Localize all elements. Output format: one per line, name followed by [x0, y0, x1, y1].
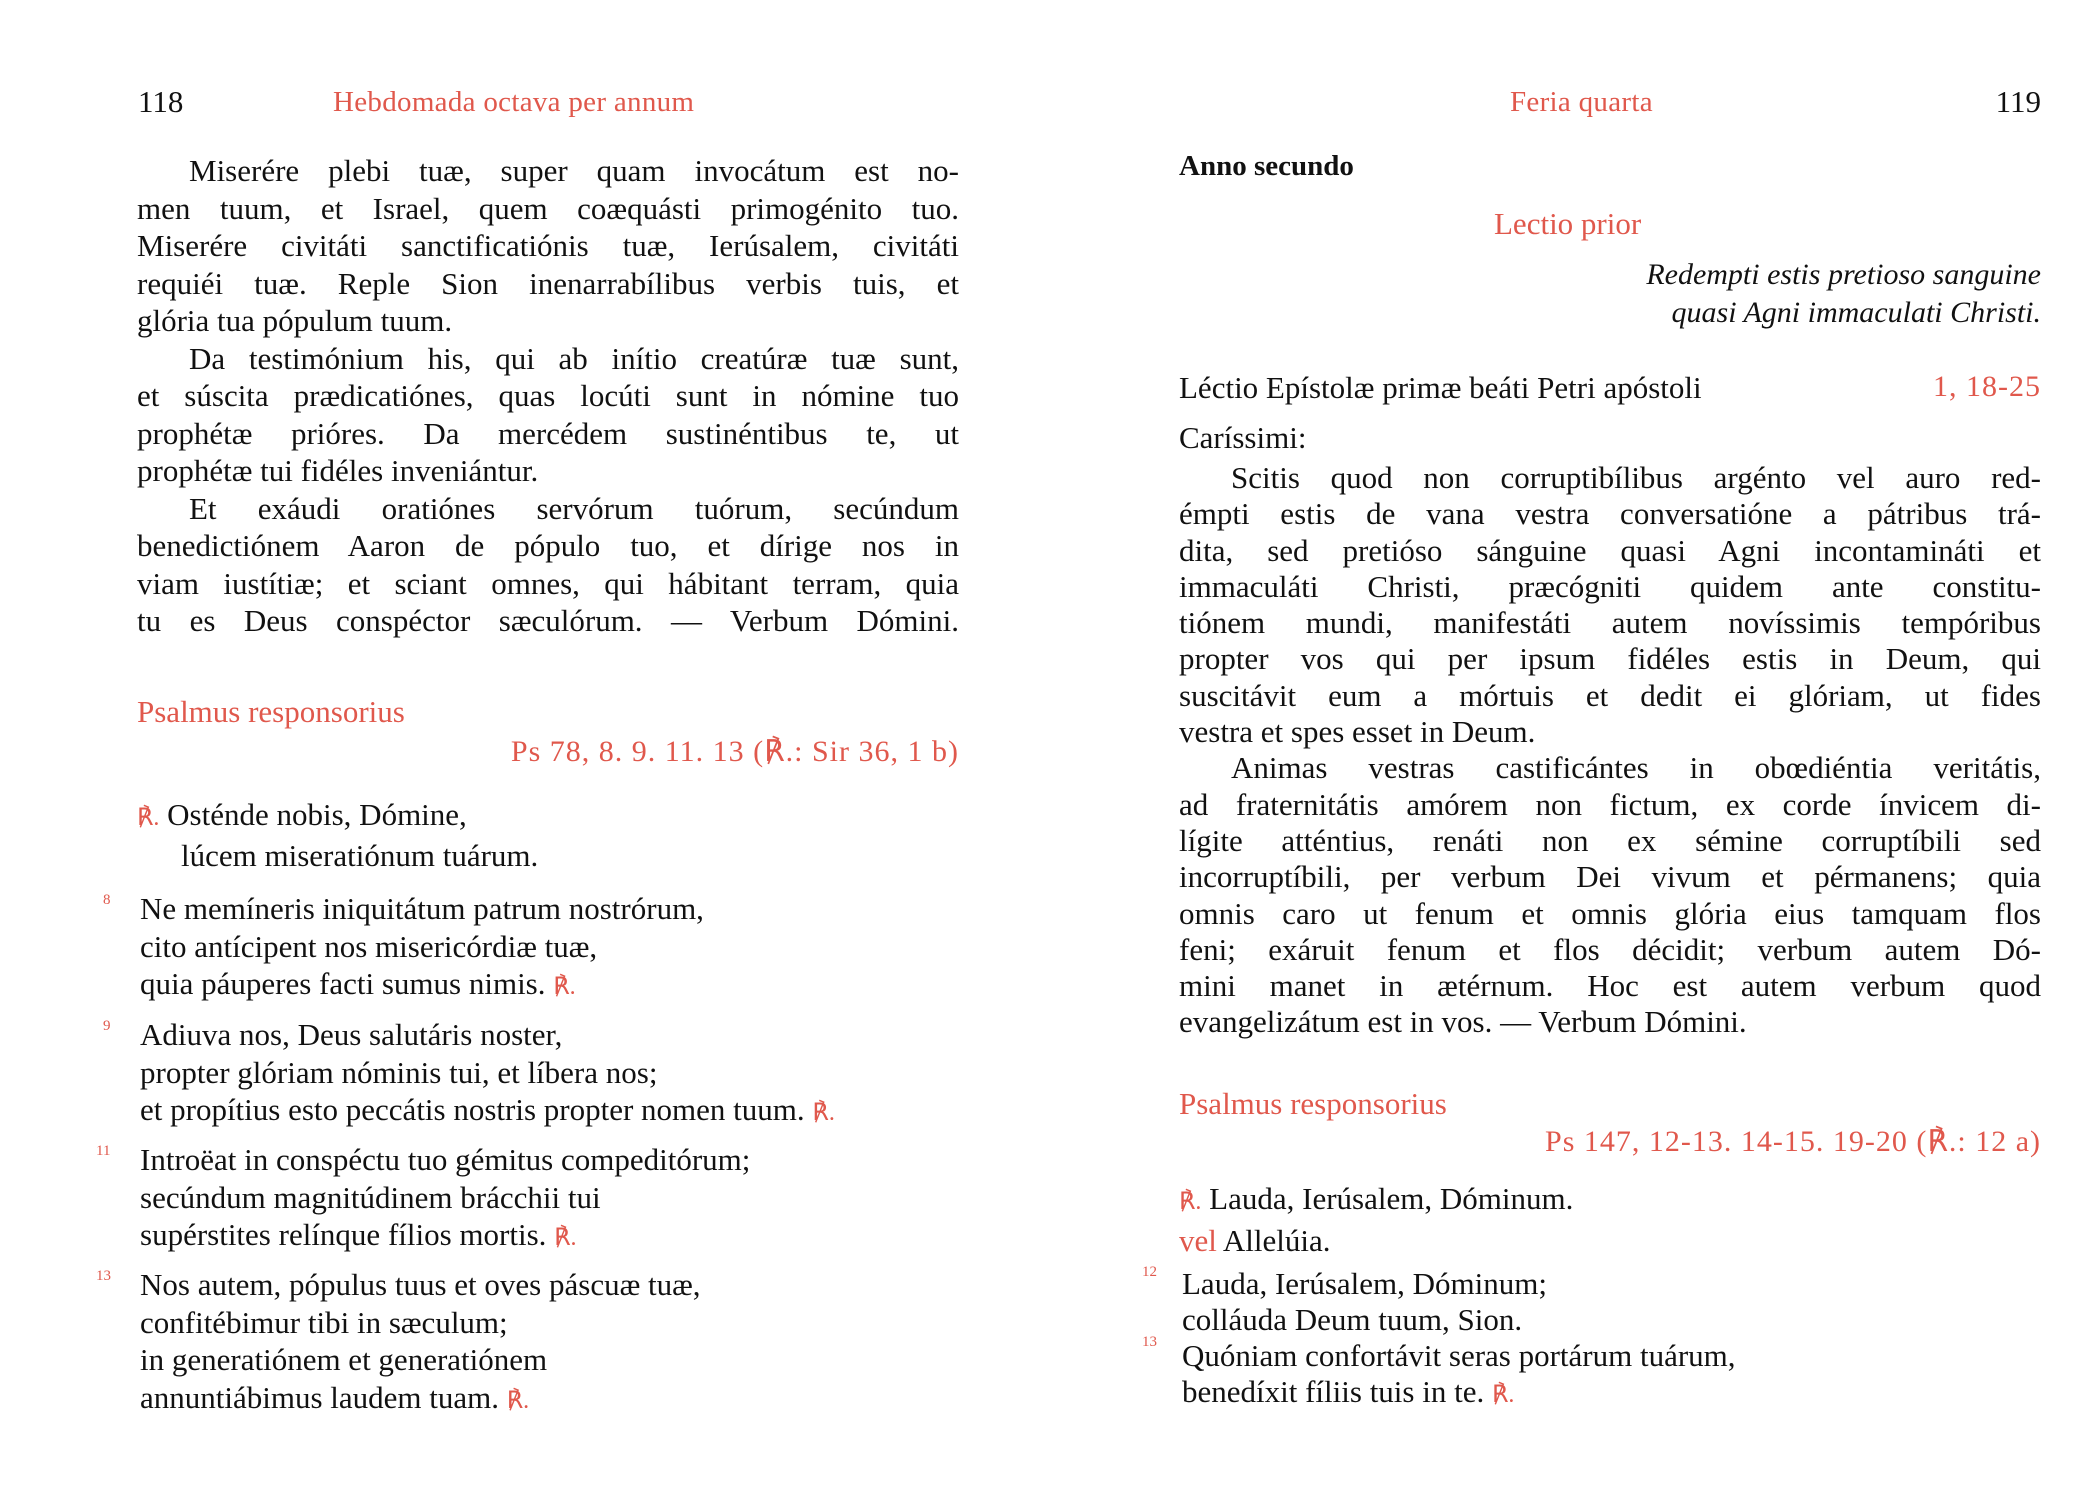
- text-line: benedictiónem Aaron de pópulo tuo, et dírige nos in: [137, 528, 959, 563]
- text-line: immaculáti Christi, præcógniti quidem ante constitu-: [1179, 568, 2041, 604]
- verse: [140, 890, 704, 1007]
- text-line: Miserére plebi tuæ, super quam invocátum est no-: [189, 153, 959, 188]
- text-line: glória tua pópulum tuum.: [137, 303, 453, 338]
- verse-number: 11: [96, 1143, 111, 1159]
- text-line: feni; exáruit fenum et flos décidit; verbum autem Dó-: [1179, 931, 2041, 967]
- verse-line: propter glóriam nóminis tui, et líbera nos;: [140, 1054, 658, 1090]
- text-line: ad fraternitátis amórem non fictum, ex corde ínvicem di-: [1179, 786, 2041, 822]
- text-line: prophétæ tui fidéles inveniántur.: [137, 453, 539, 488]
- response-symbol: ℟.: [1179, 1189, 1202, 1215]
- text-line: propter vos qui per ipsum fidéles estis in Deum, qui: [1179, 641, 2041, 677]
- page-number: 119: [1995, 84, 2041, 119]
- response-line: Osténde nobis, Dómine,: [167, 797, 467, 832]
- verse-number: 9: [103, 1018, 111, 1034]
- text-line: suscitávit eum a mórtuis et dedit ei glóriam, ut fides: [1179, 677, 2041, 713]
- paragraph: [1179, 750, 2041, 1040]
- verse-line: in generatiónem et generatiónem: [140, 1342, 548, 1377]
- text-line: lígite atténtius, renáti non ex sémine corruptíbili sed: [1179, 822, 2041, 858]
- lectio-heading: Lectio prior: [1494, 206, 1642, 241]
- right-page: [1039, 0, 2078, 1500]
- psalm-reference: Ps 78, 8. 9. 11. 13 (℟.: Sir 36, 1 b): [510, 735, 959, 768]
- body-text: [137, 152, 959, 640]
- text-line: et súscita prædicatiónes, quas locúti sunt in nómine tuo: [137, 378, 959, 413]
- alt-response-text: Allelúia.: [1222, 1223, 1331, 1258]
- response-symbol: ℟.: [506, 1387, 530, 1414]
- text-line: Animas vestras castificántes in obœdiéntia veritátis,: [1231, 750, 2041, 786]
- running-head: Feria quarta: [1510, 86, 1653, 118]
- response: [1179, 1180, 1573, 1221]
- verse: [140, 1266, 701, 1420]
- response: [137, 796, 538, 874]
- text-line: Et exáudi oratiónes servórum tuórum, secúndum: [189, 490, 959, 526]
- verse-line: annuntiábimus laudem tuam. ℟.: [140, 1379, 530, 1415]
- year-heading: Anno secundo: [1179, 150, 1354, 182]
- alt-response: [1179, 1222, 1331, 1259]
- response-symbol: ℟.: [812, 1100, 835, 1126]
- text-line: prophétæ prióres. Da mercédem sustinéntibus te, ut: [137, 415, 959, 451]
- page-number: 118: [138, 84, 184, 119]
- verse-line: Ne memíneris iniquitátum patrum nostrórum,: [140, 891, 704, 926]
- body-text: [1179, 460, 2041, 1041]
- verse-line: et propítius esto peccátis nostris propter nomen tuum. ℟.: [140, 1092, 835, 1127]
- verse-number: 12: [1142, 1264, 1157, 1280]
- text-line: evangelizátum est in vos. — Verbum Dómini.: [1179, 1004, 1747, 1040]
- text-line: tu es Deus conspéctor sæculórum. — Verbum Dómini.: [137, 603, 959, 638]
- verse-line: benedíxit fíliis tuis in te. ℟.: [1182, 1374, 1515, 1409]
- text-line: mini manet in ætérnum. Hoc est autem verbum quod: [1179, 968, 2041, 1004]
- text-line: requiéi tuæ. Reple Sion inenarrabílibus verbis tuis, et: [137, 265, 959, 301]
- verse-line: confitébimur tibi in sæculum;: [140, 1304, 508, 1340]
- verse-line: secúndum magnitúdinem brácchii tui: [140, 1179, 601, 1215]
- paragraph: [137, 490, 959, 640]
- motto-line: Redempti estis pretioso sanguine: [1646, 258, 2041, 291]
- motto-line: quasi Agni immaculati Christi.: [1671, 296, 2041, 329]
- reading-title: Léctio Epístolæ primæ beáti Petri apóstoli: [1179, 370, 1702, 405]
- salutation: Caríssimi:: [1179, 420, 1307, 455]
- paragraph: [137, 340, 959, 490]
- verse-line: Lauda, Ierúsalem, Dóminum;: [1182, 1266, 1548, 1301]
- response-symbol: ℟.: [553, 974, 576, 1000]
- response-symbol: ℟.: [137, 805, 160, 831]
- response-symbol: ℟.: [554, 1225, 577, 1251]
- vel-label: vel: [1179, 1223, 1217, 1258]
- text-line: vestra et spes esset in Deum.: [1179, 714, 1536, 750]
- verse: [1182, 1338, 1736, 1413]
- text-line: men tuum, et Israel, quem coæquásti primogénito tuo.: [137, 190, 959, 226]
- psalm-heading: Psalmus responsorius: [1179, 1086, 1447, 1121]
- verse-number: 8: [103, 892, 111, 908]
- verse-line: cito antícipent nos misericórdiæ tuæ,: [140, 928, 598, 964]
- verse-line: Nos autem, pópulus tuus et oves páscuæ tuæ,: [140, 1267, 701, 1302]
- motto: [1646, 256, 2041, 332]
- text-line: viam iustítiæ; et sciant omnes, qui hábitant terram, quia: [137, 565, 959, 601]
- text-line: Scitis quod non corruptibílibus argénto vel auro red-: [1231, 460, 2041, 495]
- text-line: omnis caro ut fenum et omnis glória eius tamquam flos: [1179, 895, 2041, 931]
- running-head: Hebdomada octava per annum: [333, 86, 695, 118]
- text-line: tiónem mundi, manifestáti autem novíssimis tempóribus: [1179, 605, 2041, 641]
- paragraph: [1179, 460, 2041, 750]
- verse-line: Adiuva nos, Deus salutáris noster,: [140, 1017, 563, 1052]
- verse: [140, 1141, 750, 1258]
- psalm-reference: Ps 147, 12-13. 14-15. 19-20 (℟.: 12 a): [1545, 1125, 2041, 1158]
- verse-number: 13: [1142, 1334, 1157, 1350]
- reading-reference: 1, 18-25: [1933, 370, 2041, 403]
- text-line: Miserére civitáti sanctificatiónis tuæ, Ierúsalem, civitáti: [137, 228, 959, 263]
- verse-line: Quóniam confortávit seras portárum tuárum,: [1182, 1338, 1736, 1373]
- verse: [140, 1016, 835, 1133]
- text-line: Da testimónium his, qui ab inítio creatúræ tuæ sunt,: [189, 340, 959, 376]
- response-line: Lauda, Ierúsalem, Dóminum.: [1209, 1181, 1574, 1216]
- response-line: lúcem miseratiónum tuárum.: [181, 838, 539, 873]
- psalm-heading: Psalmus responsorius: [137, 694, 405, 729]
- verse-line: supérstites relínque fílios mortis. ℟.: [140, 1217, 577, 1252]
- verse-number: 13: [96, 1268, 111, 1284]
- text-line: émpti estis de vana vestra conversatióne a pátribus trá-: [1179, 496, 2041, 532]
- response-symbol: ℟.: [1491, 1382, 1515, 1408]
- text-line: incorruptíbili, per verbum Dei vivum et pérmanens; quia: [1179, 859, 2041, 895]
- text-line: dita, sed pretióso sánguine quasi Agni incontamináti et: [1179, 532, 2041, 568]
- verse-line: colláuda Deum tuum, Sion.: [1182, 1302, 1523, 1337]
- verse-line: quia páuperes facti sumus nimis. ℟.: [140, 966, 576, 1001]
- verse: [1182, 1266, 1547, 1338]
- verse-line: Introëat in conspéctu tuo gémitus compeditórum;: [140, 1142, 751, 1177]
- paragraph: [137, 152, 959, 340]
